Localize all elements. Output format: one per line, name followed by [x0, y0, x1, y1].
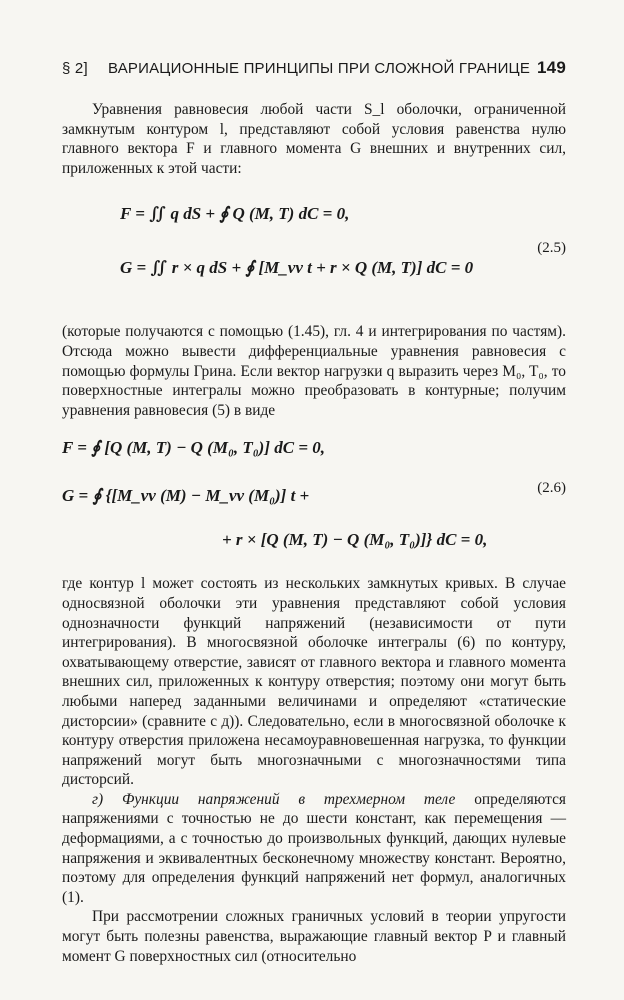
- running-title: ВАРИАЦИОННЫЕ ПРИНЦИПЫ ПРИ СЛОЖНОЙ ГРАНИЦЕ: [108, 60, 531, 77]
- equation-2-5: [62, 190, 566, 322]
- equation-2-6-label: (2.6): [537, 480, 566, 497]
- paragraph-2: (которые получаются с помощью (1.45), гл. 4 и интегрирования по частям). Отсюда можно вывести дифференциальные уравнения равновесия с помощью формулы Грина. Если вектор нагрузки q выразить через M₀, T₀, то поверхностные интегралы можно преобразовать в контурные; получим уравнения равновесия (5) в виде: [62, 323, 566, 419]
- equation-2-6-line-1: F = ∮ [Q (M, T) − Q (M₀, T₀)] dC = 0,: [62, 438, 326, 458]
- running-header: [62, 58, 566, 80]
- equation-2-5-line-2: G = ∬ r × q dS + ∮ [M_vv t + r × Q (M, T)] dC = 0: [120, 258, 474, 278]
- equation-2-5-line-1: F = ∬ q dS + ∮ Q (M, T) dC = 0,: [120, 204, 350, 224]
- equation-2-5-label: (2.5): [537, 240, 566, 257]
- paragraph-3: где контур l может состоять из нескольких замкнутых кривых. В случае односвязной оболочки эти уравнения представляют собой условия однозначности функций напряжений (независимости от пути интегрирования). В многосвязной оболочке интегралы (6) по контуру, охватывающему отверстие, зависят от главного вектора и главного момента внешних сил, приложенных к контуру отверстия; поэтому они могут быть любыми наперед заданными величинами и определяют «статические дисторсии» (сравните с д)). Следовательно, если в многосвязной оболочке к контуру отверстия приложена несамоуравновешенная нагрузка, то функции напряжений могут быть многозначными с многозначностями типа дисторсий.: [62, 575, 566, 789]
- section-number: § 2]: [62, 60, 88, 77]
- page-number: 149: [537, 58, 566, 77]
- equation-2-6-line-3: + r × [Q (M, T) − Q (M₀, T₀)]} dC = 0,: [222, 530, 488, 550]
- equation-2-6: [62, 426, 566, 574]
- paragraph-1: Уравнения равновесия любой части S_l оболочки, ограниченной замкнутым контуром l, представляют собой условия равенства нулю главного вектора F и главного момента G внешних и внутренних сил, приложенных к этой части:: [62, 101, 566, 177]
- paragraph-4: [62, 790, 566, 908]
- equation-2-6-line-2: G = ∮ {[M_vv (M) − M_vv (M₀)] t +: [62, 486, 310, 506]
- paragraph-4-body: определяются напряжениями с точностью не до шести констант, как перемещения — деформациями, а с точностью до произвольных функций, дающих нулевые напряжения и эквивалентных бесконечному множеству констант. Вероятно, поэтому для определения функций напряжений нет формул, аналогичных (1).: [62, 790, 566, 906]
- paragraph-5: При рассмотрении сложных граничных условий в теории упругости могут быть полезны равенства, выражающие главный вектор P и главный момент G поверхностных сил (относительно: [62, 908, 566, 965]
- paragraph-4-lead: г) Функции напряжений в трехмерном теле: [92, 790, 456, 808]
